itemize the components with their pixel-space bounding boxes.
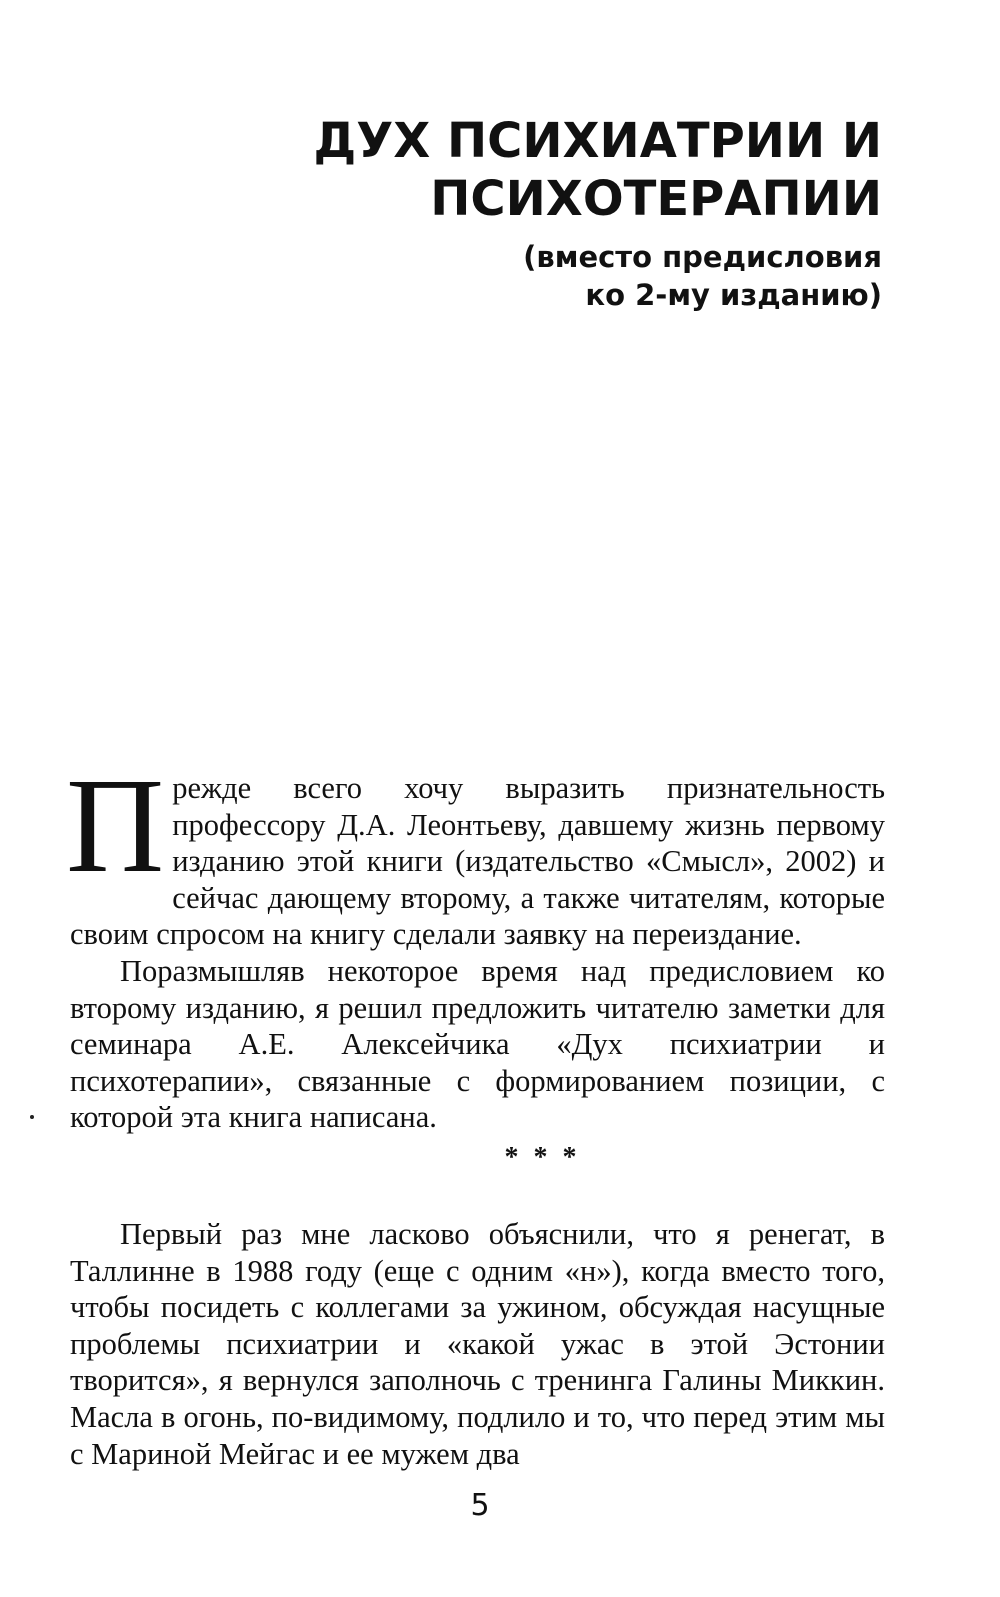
chapter-title-line-1: ДУХ ПСИХИАТРИИ И <box>313 113 882 169</box>
margin-speck <box>30 1115 34 1119</box>
chapter-heading <box>242 112 882 314</box>
body-text <box>66 751 885 1472</box>
chapter-subtitle-line-2: ко 2-му изданию) <box>585 278 882 312</box>
drop-cap: П <box>66 751 165 901</box>
section-separator: * * * <box>504 1141 581 1173</box>
paragraph-3: Первый раз мне ласково объяснили, что я ренегат, в Таллинне в 1988 году (еще с одним «н»), когда вместо того, чтобы посидеть с коллегами за ужином, обсуждая насущные проблемы психиатрии и «какой ужас в этой Эстонии творится», я вернулся заполночь с тренинга Галины Миккин. Масла в огонь, по-видимому, подлило и то, что перед этим мы с Мариной Мейгас и ее мужем два <box>70 1216 885 1471</box>
chapter-subtitle-line-1: (вместо предисловия <box>523 240 882 274</box>
chapter-subtitle <box>242 238 882 314</box>
page-number: 5 <box>470 1488 490 1523</box>
paragraph-2: Поразмышляв некоторое время над предисловием ко второму изданию, я решил предложить читателю заметки для семинара А.Е. Алексейчика «Дух психиатрии и психотерапии», связанные с формированием позиции, с которой эта книга написана. <box>70 953 885 1135</box>
paragraph-1 <box>66 751 885 953</box>
chapter-title-line-2: ПСИХОТЕРАПИИ <box>430 171 882 227</box>
paragraph-1-text: режде всего хочу выразить признательность профессору Д.А. Леонтьеву, давшему жизнь первому изданию этой книги (издательство «Смысл», 2002) и сейчас дающему второму, а также читателям, которые своим спросом на книгу сделали заявку на переиздание. <box>70 771 885 952</box>
